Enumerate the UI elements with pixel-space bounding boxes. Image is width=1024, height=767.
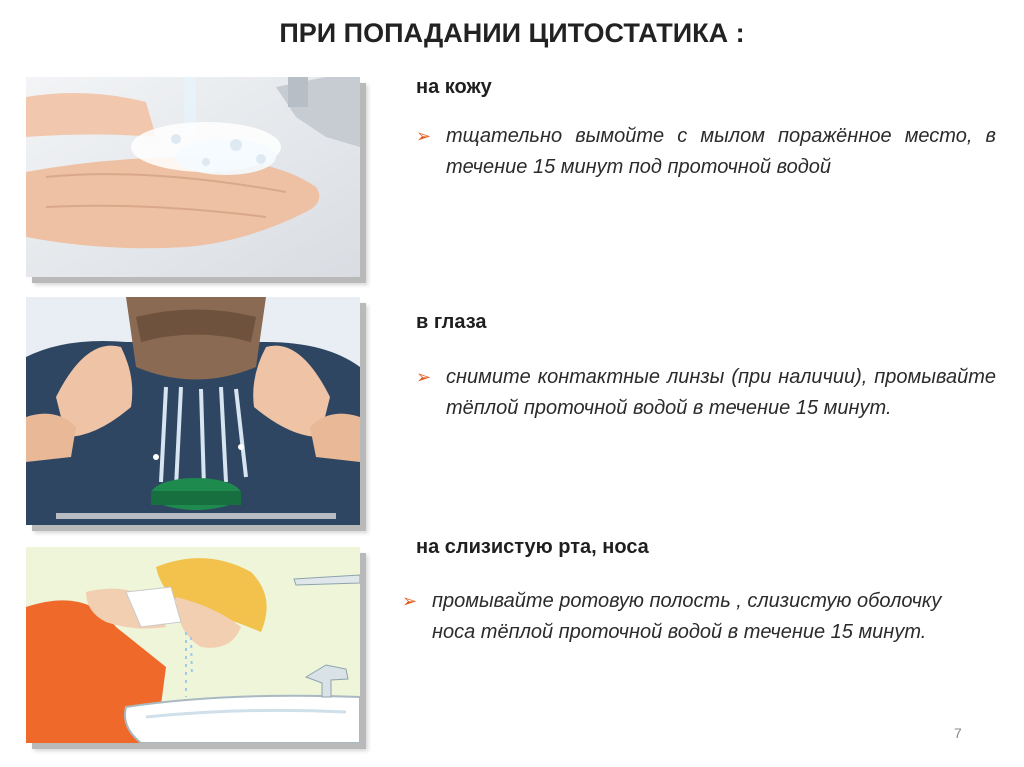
section-heading-eyes: в глаза [416, 311, 487, 333]
hands-washing-image [26, 77, 360, 277]
bullet-text-mucosa: промывайте ротовую полость , слизистую оболочку носа тёплой проточной водой в течение 15 минут. [432, 590, 942, 643]
bullet-text-skin: тщательно вымойте с мылом поражённое место, в течение 15 минут под проточной водой [446, 125, 996, 178]
nose-rinse-image [26, 547, 360, 743]
section-heading-skin: на кожу [416, 76, 492, 98]
arrow-bullet-icon: ➢ [416, 367, 432, 387]
bullet-mucosa [402, 586, 942, 648]
bullet-eyes [416, 362, 996, 424]
page-number: 7 [954, 725, 962, 741]
bullet-text-eyes: снимите контактные линзы (при наличии), промывайте тёплой проточной водой в течение 15 минут. [446, 366, 996, 419]
arrow-bullet-icon: ➢ [416, 126, 432, 146]
bullet-skin [416, 121, 996, 183]
section-heading-mucosa: на слизистую рта, носа [416, 536, 649, 558]
arrow-bullet-icon: ➢ [402, 591, 418, 611]
eye-rinse-image [26, 297, 360, 525]
slide-title: ПРИ ПОПАДАНИИ ЦИТОСТАТИКА : [279, 18, 745, 48]
